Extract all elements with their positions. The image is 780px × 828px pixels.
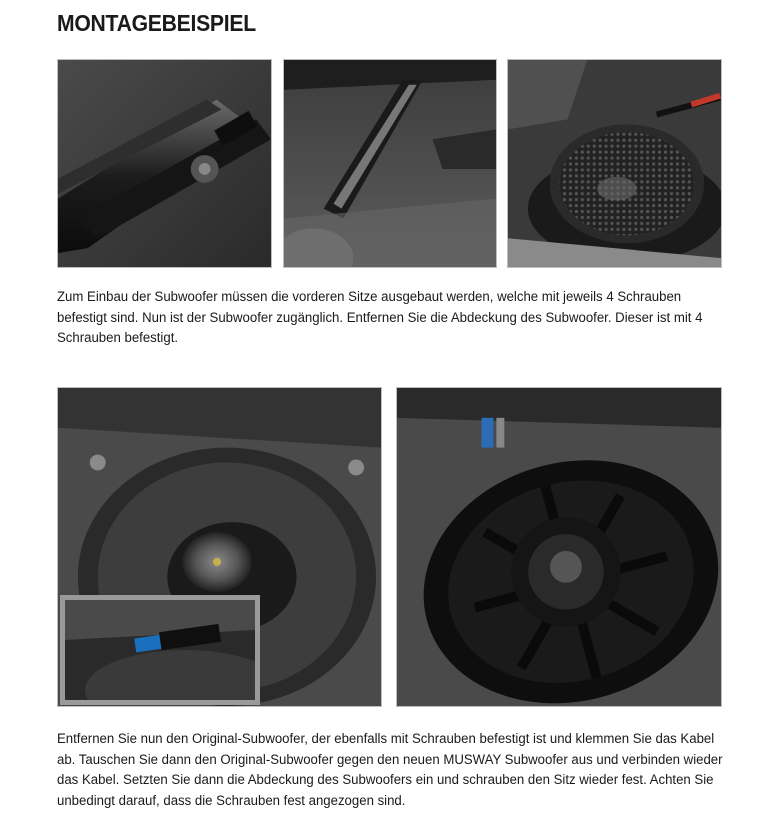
photo-inset-cable	[60, 595, 260, 705]
paragraph-1: Zum Einbau der Subwoofer müssen die vorderen Sitze ausgebaut werden, welche mit jeweils 4 Schrauben befestigt sind. Nun ist der Subwoofer zugänglich. Entfernen Sie die Abdeckung des Subwoofer. Dieser ist mit 4 Schrauben befestigt.	[57, 289, 703, 346]
photo-musway-subwoofer	[396, 387, 722, 707]
photo-subwoofer-cover	[507, 59, 722, 268]
photo-seat-removed	[283, 59, 497, 268]
paragraph-2: Entfernen Sie nun den Original-Subwoofer, der ebenfalls mit Schrauben befestigt ist und klemmen Sie das Kabel ab. Tauschen Sie dann den Original-Subwoofer gegen den neuen MUSWAY Subwoofer aus und verbinden wieder das Kabel. Setzten Sie dann die Abdeckung des Subwoofers ein und schrauben den Sitz wieder fest. Achten Sie unbedingt darauf, dass die Schrauben fest angezogen sind.	[57, 731, 723, 809]
photo-seat-rail	[57, 59, 272, 268]
page-title: MONTAGEBEISPIEL	[57, 10, 256, 36]
